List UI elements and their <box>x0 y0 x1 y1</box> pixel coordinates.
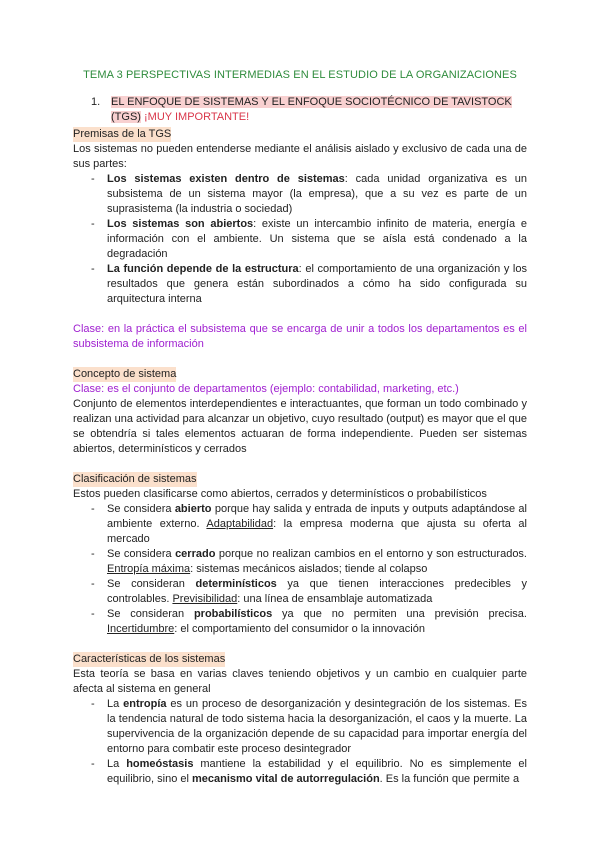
item-text: porque hay salida y entrada de inputs y outputs adaptándose al ambiente externo. <box>107 503 527 530</box>
premisas-intro: Los sistemas no pueden entenderse mediante el análisis aislado y exclusivo de cada una de sus partes: <box>73 143 527 170</box>
concepto-clase-note: Clase: es el conjunto de departamentos (ejemplo: contabilidad, marketing, etc.) <box>73 383 459 395</box>
item-bold: mecanismo vital de autorregulación <box>192 773 380 785</box>
list-item <box>73 697 527 757</box>
concepto-text: Conjunto de elementos interdependientes e interactuantes, que forman un todo combinado y realizan una actividad para alcanzar un objetivo, cuyo resultado (output) es mayor que el que se obtendría si tales elementos actuaran de forma independiente. Pueden ser sistemas abiertos, determinísticos y cerrados <box>73 398 527 455</box>
list-item <box>73 217 527 262</box>
item-text: es un proceso de desorganización y desintegración de los sistemas. Es la tendencia natural de todo sistema hacia la desorganización, el caos y la muerte. La supervivencia de la organización depende de su capacidad para importar energía del entorno para combatir este proceso desintegrador <box>107 698 527 755</box>
list-item <box>73 262 527 307</box>
item-text: : la empresa moderna que ajusta su oferta al mercado <box>107 518 527 545</box>
item-text: : cada unidad organizativa es un subsistema de un sistema mayor (la empresa), que a su vez es parte de un suprasistema (la industria o sociedad) <box>107 173 527 215</box>
clasificacion-heading: Clasificación de sistemas <box>73 473 197 485</box>
section-1-heading <box>73 95 527 125</box>
item-bold: entropía <box>123 698 167 710</box>
section-1-number: 1. <box>91 96 101 108</box>
item-bold: Los sistemas son abiertos <box>107 218 254 230</box>
concepto-section <box>73 367 527 457</box>
item-text: ya que tienen interacciones predecibles y controlables. <box>107 578 527 605</box>
item-text: mantiene la estabilidad y el equilibrio. No es simplemente el equilibrio, sino el <box>107 758 527 785</box>
spacer <box>73 457 527 472</box>
item-bold: Los sistemas existen dentro de sistemas <box>107 173 345 185</box>
list-item <box>73 757 527 787</box>
premisas-section <box>73 127 527 307</box>
item-text: La <box>107 698 124 710</box>
item-text: porque no realizan cambios en el entorno y son estructurados. <box>215 548 527 560</box>
important-note: ¡MUY IMPORTANTE! <box>140 111 250 123</box>
item-text: : una línea de ensamblaje automatizada <box>237 593 433 605</box>
item-text: . Es la función que permite a <box>379 773 520 785</box>
item-underline: Entropía máxima <box>107 563 191 575</box>
item-text: Se consideran <box>107 578 196 590</box>
item-bold: probabilísticos <box>193 608 273 620</box>
clase-note-1: Clase: en la práctica el subsistema que se encarga de unir a todos los departamentos es el subsistema de información <box>73 323 527 350</box>
item-text: Se considera <box>107 503 175 515</box>
caracteristicas-heading: Características de los sistemas <box>73 653 226 665</box>
item-bold: abierto <box>174 503 212 515</box>
list-item <box>73 577 527 607</box>
item-text: ya que no permiten una previsión precisa. <box>272 608 527 620</box>
caracteristicas-section <box>73 652 527 787</box>
item-text: : sistemas mecánicos aislados; tiende al colapso <box>190 563 428 575</box>
item-underline: Adaptabilidad <box>206 518 274 530</box>
spacer <box>73 637 527 652</box>
list-item <box>73 502 527 547</box>
item-underline: Incertidumbre <box>107 623 175 635</box>
item-bold: determinísticos <box>195 578 277 590</box>
item-text: : el comportamiento del consumidor o la innovación <box>174 623 425 635</box>
document-title: TEMA 3 PERSPECTIVAS INTERMEDIAS EN EL ESTUDIO DE LA ORGANIZACIONES <box>83 69 517 81</box>
caracteristicas-list <box>73 697 527 787</box>
clasificacion-section <box>73 472 527 637</box>
item-text: Se considera <box>107 548 176 560</box>
item-bold: homeóstasis <box>126 758 194 770</box>
concepto-heading: Concepto de sistema <box>73 368 177 380</box>
item-text: : existe un intercambio infinito de materia, energía e información con el ambiente. Un sistema que se aísla está condenado a la degradación <box>107 218 527 260</box>
item-text: : el comportamiento de una organización y los resultados que genera están subordinados a cómo ha sido configurada su arquitectura interna <box>107 263 527 305</box>
spacer <box>73 352 527 367</box>
section-1-title-line1: EL ENFOQUE DE SISTEMAS Y EL ENFOQUE SOCIOTÉCNICO DE TAVISTOCK <box>111 96 512 108</box>
list-item <box>73 607 527 637</box>
item-text: Se consideran <box>107 608 194 620</box>
item-text: La <box>107 758 127 770</box>
list-item <box>73 172 527 217</box>
spacer <box>73 307 527 322</box>
clasificacion-list <box>73 502 527 637</box>
clasificacion-intro: Estos pueden clasificarse como abiertos, cerrados y determinísticos o probabilísticos <box>73 488 487 500</box>
list-item <box>73 547 527 577</box>
premisas-list <box>73 172 527 307</box>
item-bold: cerrado <box>175 548 216 560</box>
item-underline: Previsibilidad <box>172 593 238 605</box>
section-1-title-line2: (TGS) <box>111 111 141 123</box>
caracteristicas-intro: Esta teoría se basa en varias claves teniendo objetivos y un cambio en cualquier parte afecta al sistema en general <box>73 668 527 695</box>
premisas-heading: Premisas de la TGS <box>73 128 172 140</box>
item-bold: La función depende de la estructura <box>107 263 299 275</box>
